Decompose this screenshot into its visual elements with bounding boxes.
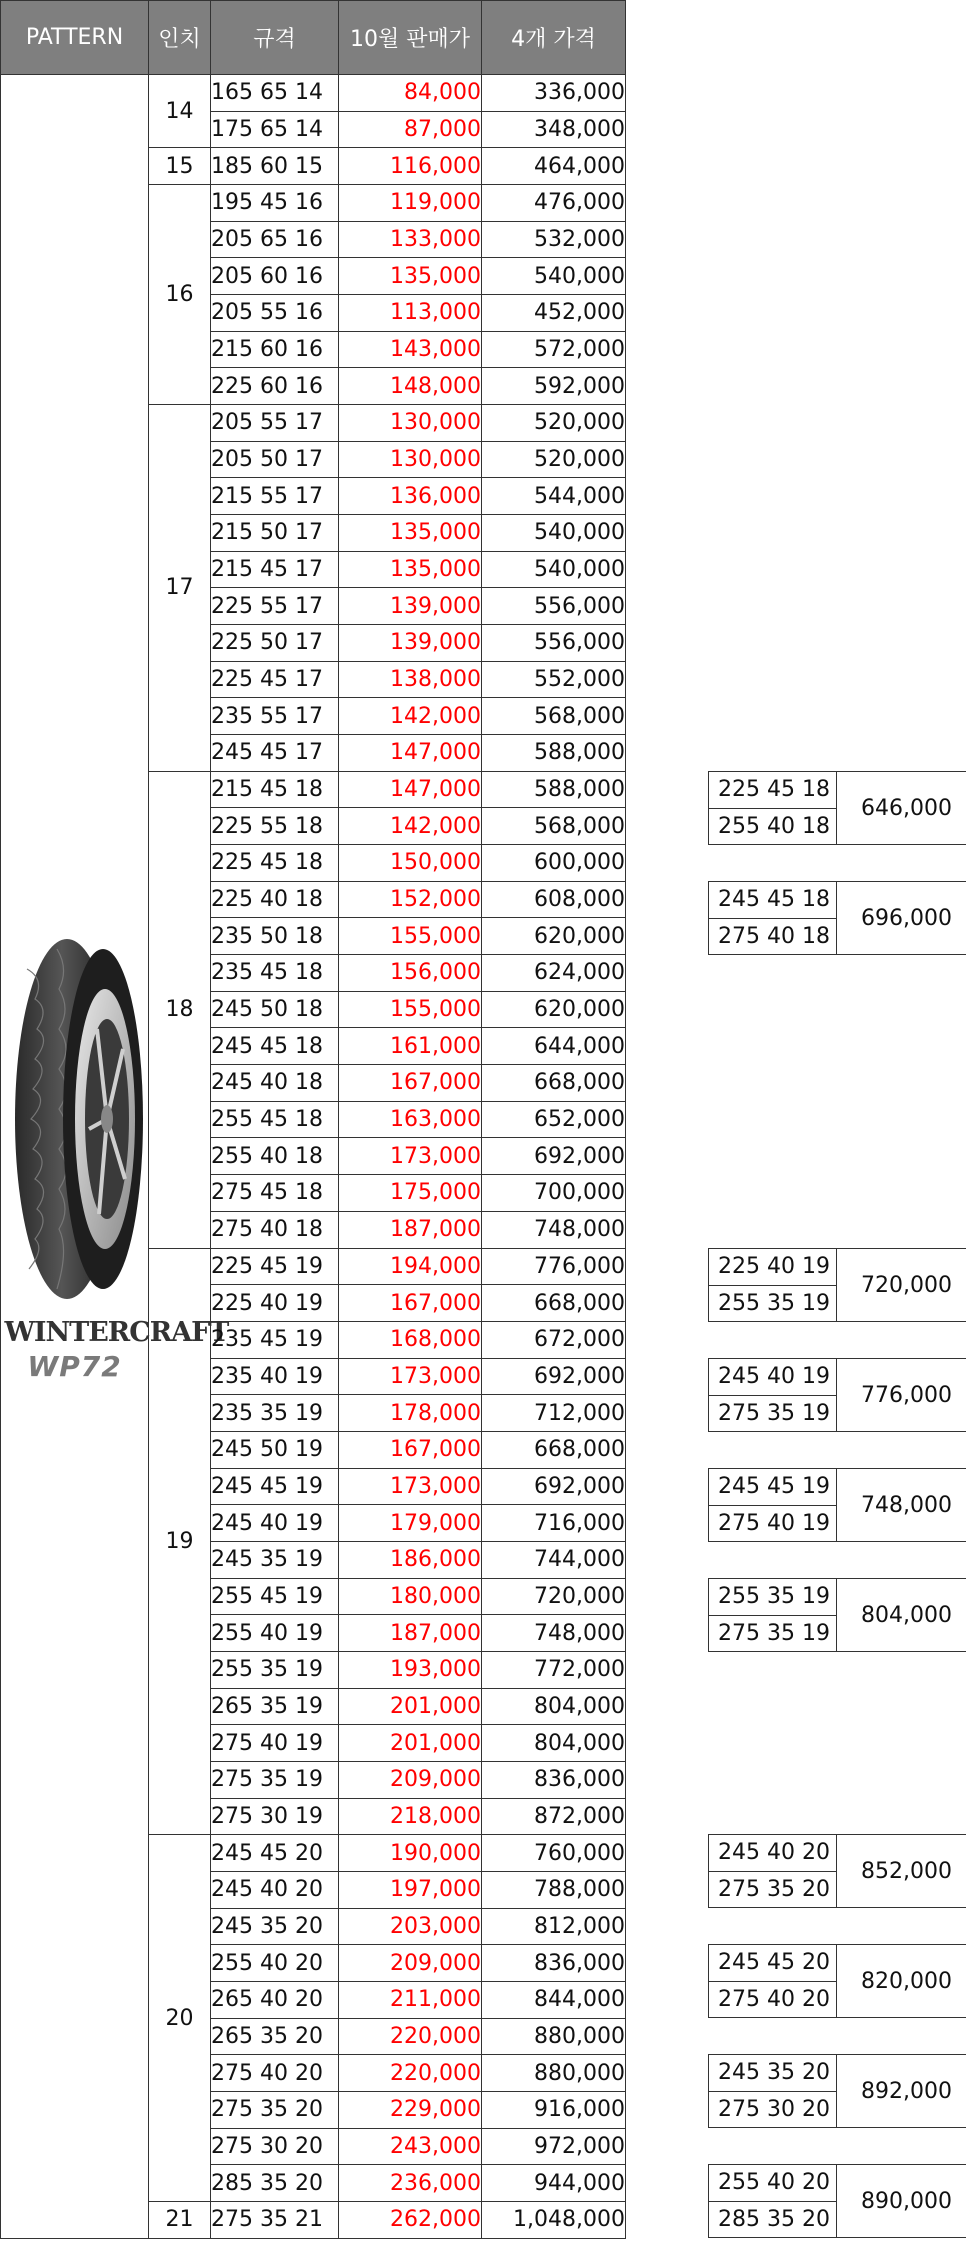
table-row	[1, 75, 626, 112]
spec-cell: 275 40 20	[211, 2055, 339, 2092]
inch-cell: 15	[149, 148, 211, 185]
sale-price-cell: 236,000	[339, 2165, 482, 2202]
spec-cell: 245 40 19	[211, 1505, 339, 1542]
four-tire-price-cell: 772,000	[482, 1651, 626, 1688]
spec-cell: 245 45 17	[211, 735, 339, 772]
bundle-spec: 275 35 19	[709, 1615, 837, 1652]
bundle-box	[708, 2054, 966, 2128]
four-tire-price-cell: 668,000	[482, 1431, 626, 1468]
four-tire-price-cell: 788,000	[482, 1871, 626, 1908]
spec-cell: 275 35 20	[211, 2091, 339, 2128]
spec-cell: 275 30 19	[211, 1798, 339, 1835]
spec-cell: 245 45 20	[211, 1835, 339, 1872]
spec-cell: 235 45 19	[211, 1321, 339, 1358]
sale-price-cell: 187,000	[339, 1615, 482, 1652]
four-tire-price-cell: 652,000	[482, 1101, 626, 1138]
four-tire-price-cell: 668,000	[482, 1285, 626, 1322]
bundle-price: 696,000	[837, 882, 966, 955]
bundle-spec: 255 40 20	[709, 2165, 837, 2202]
inch-cell: 21	[149, 2201, 211, 2238]
brand-logo: WINTERCRAFT	[4, 1317, 229, 1349]
sale-price-cell: 229,000	[339, 2091, 482, 2128]
sale-price-cell: 130,000	[339, 441, 482, 478]
inch-cell: 19	[149, 1248, 211, 1835]
inch-cell: 20	[149, 1835, 211, 2202]
sale-price-cell: 173,000	[339, 1468, 482, 1505]
four-tire-price-cell: 556,000	[482, 588, 626, 625]
bundle-price: 890,000	[837, 2165, 966, 2238]
sale-price-cell: 190,000	[339, 1835, 482, 1872]
four-tire-price-cell: 748,000	[482, 1615, 626, 1652]
four-tire-price-cell: 540,000	[482, 551, 626, 588]
bundle-spec: 255 35 19	[709, 1285, 837, 1322]
four-tire-price-cell: 552,000	[482, 661, 626, 698]
sale-price-cell: 211,000	[339, 1981, 482, 2018]
sale-price-cell: 186,000	[339, 1541, 482, 1578]
sale-price-cell: 167,000	[339, 1065, 482, 1102]
four-tire-price-cell: 568,000	[482, 698, 626, 735]
four-tire-price-cell: 588,000	[482, 771, 626, 808]
four-tire-price-cell: 588,000	[482, 735, 626, 772]
spec-cell: 205 55 16	[211, 295, 339, 332]
four-tire-price-cell: 880,000	[482, 2055, 626, 2092]
sale-price-cell: 194,000	[339, 1248, 482, 1285]
sale-price-cell: 201,000	[339, 1688, 482, 1725]
spec-cell: 205 55 17	[211, 405, 339, 442]
four-tire-price-cell: 464,000	[482, 148, 626, 185]
sale-price-cell: 119,000	[339, 185, 482, 222]
four-tire-price-cell: 692,000	[482, 1358, 626, 1395]
spec-cell: 225 40 18	[211, 881, 339, 918]
sale-price-cell: 163,000	[339, 1101, 482, 1138]
spec-cell: 225 45 17	[211, 661, 339, 698]
four-tire-price-cell: 1,048,000	[482, 2201, 626, 2238]
four-tire-price-cell: 520,000	[482, 441, 626, 478]
bundle-box	[708, 881, 966, 955]
sale-price-cell: 136,000	[339, 478, 482, 515]
four-tire-price-cell: 712,000	[482, 1395, 626, 1432]
spec-cell: 175 65 14	[211, 111, 339, 148]
spec-cell: 245 40 18	[211, 1065, 339, 1102]
sale-price-cell: 156,000	[339, 955, 482, 992]
sale-price-cell: 113,000	[339, 295, 482, 332]
header-inch: 인치	[149, 1, 211, 75]
bundle-box	[708, 1944, 966, 2018]
spec-cell: 225 40 19	[211, 1285, 339, 1322]
bundle-spec: 275 40 18	[709, 918, 837, 955]
bundle-box	[708, 1834, 966, 1908]
four-tire-price-cell: 776,000	[482, 1248, 626, 1285]
bundle-spec: 245 45 20	[709, 1945, 837, 1982]
four-tire-price-cell: 620,000	[482, 918, 626, 955]
header-pattern: PATTERN	[1, 1, 149, 75]
sale-price-cell: 243,000	[339, 2128, 482, 2165]
sale-price-cell: 143,000	[339, 331, 482, 368]
four-tire-price-cell: 476,000	[482, 185, 626, 222]
bundle-price: 720,000	[837, 1249, 966, 1322]
four-tire-price-cell: 520,000	[482, 405, 626, 442]
four-tire-price-cell: 644,000	[482, 1028, 626, 1065]
sale-price-cell: 87,000	[339, 111, 482, 148]
sale-price-cell: 150,000	[339, 845, 482, 882]
spec-cell: 245 45 18	[211, 1028, 339, 1065]
spec-cell: 185 60 15	[211, 148, 339, 185]
four-tire-price-cell: 872,000	[482, 1798, 626, 1835]
spec-cell: 225 45 18	[211, 845, 339, 882]
spec-cell: 215 45 18	[211, 771, 339, 808]
four-tire-price-cell: 620,000	[482, 991, 626, 1028]
four-tire-price-cell: 812,000	[482, 1908, 626, 1945]
sale-price-cell: 142,000	[339, 808, 482, 845]
bundle-spec: 245 35 20	[709, 2055, 837, 2092]
four-tire-price-cell: 608,000	[482, 881, 626, 918]
spec-cell: 205 60 16	[211, 258, 339, 295]
spec-cell: 225 55 18	[211, 808, 339, 845]
sale-price-cell: 218,000	[339, 1798, 482, 1835]
four-tire-price-cell: 972,000	[482, 2128, 626, 2165]
spec-cell: 285 35 20	[211, 2165, 339, 2202]
bundle-box	[708, 1248, 966, 1322]
spec-cell: 225 45 19	[211, 1248, 339, 1285]
spec-cell: 245 50 19	[211, 1431, 339, 1468]
bundle-spec: 245 45 18	[709, 882, 837, 919]
bundle-box	[708, 1358, 966, 1432]
spec-cell: 215 60 16	[211, 331, 339, 368]
spec-cell: 265 35 20	[211, 2018, 339, 2055]
four-tire-price-cell: 556,000	[482, 625, 626, 662]
four-tire-price-cell: 672,000	[482, 1321, 626, 1358]
sale-price-cell: 201,000	[339, 1725, 482, 1762]
bundle-spec: 225 40 19	[709, 1249, 837, 1286]
four-tire-price-cell: 452,000	[482, 295, 626, 332]
spec-cell: 215 55 17	[211, 478, 339, 515]
sale-price-cell: 139,000	[339, 625, 482, 662]
sale-price-cell: 197,000	[339, 1871, 482, 1908]
sale-price-cell: 148,000	[339, 368, 482, 405]
inch-cell: 17	[149, 405, 211, 772]
spec-cell: 275 40 19	[211, 1725, 339, 1762]
spec-cell: 275 30 20	[211, 2128, 339, 2165]
spec-cell: 235 55 17	[211, 698, 339, 735]
bundle-spec: 275 30 20	[709, 2091, 837, 2128]
four-tire-price-cell: 692,000	[482, 1468, 626, 1505]
four-tire-price-cell: 592,000	[482, 368, 626, 405]
four-tire-price-cell: 804,000	[482, 1688, 626, 1725]
four-tire-price-cell: 844,000	[482, 1981, 626, 2018]
spec-cell: 265 35 19	[211, 1688, 339, 1725]
sale-price-cell: 147,000	[339, 735, 482, 772]
sale-price-cell: 203,000	[339, 1908, 482, 1945]
spec-cell: 255 45 19	[211, 1578, 339, 1615]
spec-cell: 275 45 18	[211, 1175, 339, 1212]
four-tire-price-cell: 540,000	[482, 515, 626, 552]
four-tire-price-cell: 348,000	[482, 111, 626, 148]
bundle-spec: 255 35 19	[709, 1579, 837, 1616]
bundle-price: 646,000	[837, 772, 966, 845]
inch-cell: 14	[149, 75, 211, 148]
spec-cell: 245 50 18	[211, 991, 339, 1028]
bundle-spec: 275 35 20	[709, 1871, 837, 1908]
four-tire-price-cell: 544,000	[482, 478, 626, 515]
four-tire-price-cell: 716,000	[482, 1505, 626, 1542]
four-tire-price-cell: 744,000	[482, 1541, 626, 1578]
bundle-spec: 245 40 20	[709, 1835, 837, 1872]
spec-cell: 245 45 19	[211, 1468, 339, 1505]
sale-price-cell: 167,000	[339, 1431, 482, 1468]
tire-image	[5, 929, 145, 1309]
spec-cell: 275 35 21	[211, 2201, 339, 2238]
four-tire-price-cell: 572,000	[482, 331, 626, 368]
bundle-spec: 275 40 20	[709, 1981, 837, 2018]
bundle-box	[708, 1578, 966, 1652]
bundle-price: 820,000	[837, 1945, 966, 2018]
sale-price-cell: 209,000	[339, 1945, 482, 1982]
sale-price-cell: 209,000	[339, 1761, 482, 1798]
sale-price-cell: 142,000	[339, 698, 482, 735]
four-tire-price-cell: 532,000	[482, 221, 626, 258]
four-tire-price-cell: 880,000	[482, 2018, 626, 2055]
spec-cell: 215 45 17	[211, 551, 339, 588]
sale-price-cell: 173,000	[339, 1138, 482, 1175]
sale-price-cell: 155,000	[339, 918, 482, 955]
sale-price-cell: 220,000	[339, 2018, 482, 2055]
spec-cell: 255 45 18	[211, 1101, 339, 1138]
spec-cell: 165 65 14	[211, 75, 339, 112]
spec-cell: 225 50 17	[211, 625, 339, 662]
bundle-price: 804,000	[837, 1579, 966, 1652]
four-tire-price-cell: 692,000	[482, 1138, 626, 1175]
spec-cell: 225 60 16	[211, 368, 339, 405]
sale-price-cell: 161,000	[339, 1028, 482, 1065]
header-row	[1, 1, 626, 75]
four-tire-price-cell: 944,000	[482, 2165, 626, 2202]
four-tire-price-cell: 916,000	[482, 2091, 626, 2128]
bundle-spec: 225 45 18	[709, 772, 837, 809]
sale-price-cell: 167,000	[339, 1285, 482, 1322]
bundle-box	[708, 771, 966, 845]
sale-price-cell: 135,000	[339, 515, 482, 552]
four-tire-price-cell: 568,000	[482, 808, 626, 845]
bundle-spec: 255 40 18	[709, 808, 837, 845]
sale-price-cell: 152,000	[339, 881, 482, 918]
sale-price-cell: 178,000	[339, 1395, 482, 1432]
spec-cell: 235 45 18	[211, 955, 339, 992]
spec-cell: 235 35 19	[211, 1395, 339, 1432]
spec-cell: 215 50 17	[211, 515, 339, 552]
four-tire-price-cell: 624,000	[482, 955, 626, 992]
four-tire-price-cell: 836,000	[482, 1761, 626, 1798]
sale-price-cell: 193,000	[339, 1651, 482, 1688]
spec-cell: 235 50 18	[211, 918, 339, 955]
sale-price-cell: 180,000	[339, 1578, 482, 1615]
bundle-spec: 275 35 19	[709, 1395, 837, 1432]
sale-price-cell: 262,000	[339, 2201, 482, 2238]
sale-price-cell: 130,000	[339, 405, 482, 442]
bundle-price: 748,000	[837, 1469, 966, 1542]
bundle-box	[708, 1468, 966, 1542]
sale-price-cell: 147,000	[339, 771, 482, 808]
sale-price-cell: 175,000	[339, 1175, 482, 1212]
sale-price-cell: 84,000	[339, 75, 482, 112]
spec-cell: 255 35 19	[211, 1651, 339, 1688]
spec-cell: 245 35 20	[211, 1908, 339, 1945]
sale-price-cell: 187,000	[339, 1211, 482, 1248]
four-tire-price-cell: 804,000	[482, 1725, 626, 1762]
bundle-price: 776,000	[837, 1359, 966, 1432]
inch-cell: 18	[149, 771, 211, 1248]
four-tire-price-cell: 748,000	[482, 1211, 626, 1248]
four-tire-price-cell: 600,000	[482, 845, 626, 882]
spec-cell: 245 35 19	[211, 1541, 339, 1578]
spec-cell: 235 40 19	[211, 1358, 339, 1395]
bundle-box	[708, 2164, 966, 2238]
spec-cell: 255 40 20	[211, 1945, 339, 1982]
four-tire-price-cell: 540,000	[482, 258, 626, 295]
spec-cell: 195 45 16	[211, 185, 339, 222]
sale-price-cell: 135,000	[339, 258, 482, 295]
four-tire-price-cell: 668,000	[482, 1065, 626, 1102]
spec-cell: 205 50 17	[211, 441, 339, 478]
sale-price-cell: 173,000	[339, 1358, 482, 1395]
header-sale-price: 10월 판매가	[339, 1, 482, 75]
bundle-spec: 245 40 19	[709, 1359, 837, 1396]
four-tire-price-cell: 336,000	[482, 75, 626, 112]
bundle-price: 852,000	[837, 1835, 966, 1908]
four-tire-price-cell: 836,000	[482, 1945, 626, 1982]
bundle-price: 892,000	[837, 2055, 966, 2128]
sale-price-cell: 116,000	[339, 148, 482, 185]
four-tire-price-cell: 720,000	[482, 1578, 626, 1615]
sale-price-cell: 133,000	[339, 221, 482, 258]
four-tire-price-cell: 700,000	[482, 1175, 626, 1212]
sale-price-cell: 138,000	[339, 661, 482, 698]
sale-price-cell: 135,000	[339, 551, 482, 588]
bundle-spec: 245 45 19	[709, 1469, 837, 1506]
spec-cell: 225 55 17	[211, 588, 339, 625]
spec-cell: 275 35 19	[211, 1761, 339, 1798]
spec-cell: 245 40 20	[211, 1871, 339, 1908]
bundle-spec: 285 35 20	[709, 2201, 837, 2238]
spec-cell: 255 40 19	[211, 1615, 339, 1652]
header-4pc-price: 4개 가격	[482, 1, 626, 75]
sale-price-cell: 155,000	[339, 991, 482, 1028]
sale-price-cell: 168,000	[339, 1321, 482, 1358]
four-tire-price-cell: 760,000	[482, 1835, 626, 1872]
sale-price-cell: 179,000	[339, 1505, 482, 1542]
header-spec: 규격	[211, 1, 339, 75]
spec-cell: 205 65 16	[211, 221, 339, 258]
sale-price-cell: 139,000	[339, 588, 482, 625]
sale-price-cell: 220,000	[339, 2055, 482, 2092]
spec-cell: 275 40 18	[211, 1211, 339, 1248]
bundle-spec: 275 40 19	[709, 1505, 837, 1542]
inch-cell: 16	[149, 185, 211, 405]
spec-cell: 265 40 20	[211, 1981, 339, 2018]
spec-cell: 255 40 18	[211, 1138, 339, 1175]
model-name: WP72	[27, 1350, 122, 1384]
